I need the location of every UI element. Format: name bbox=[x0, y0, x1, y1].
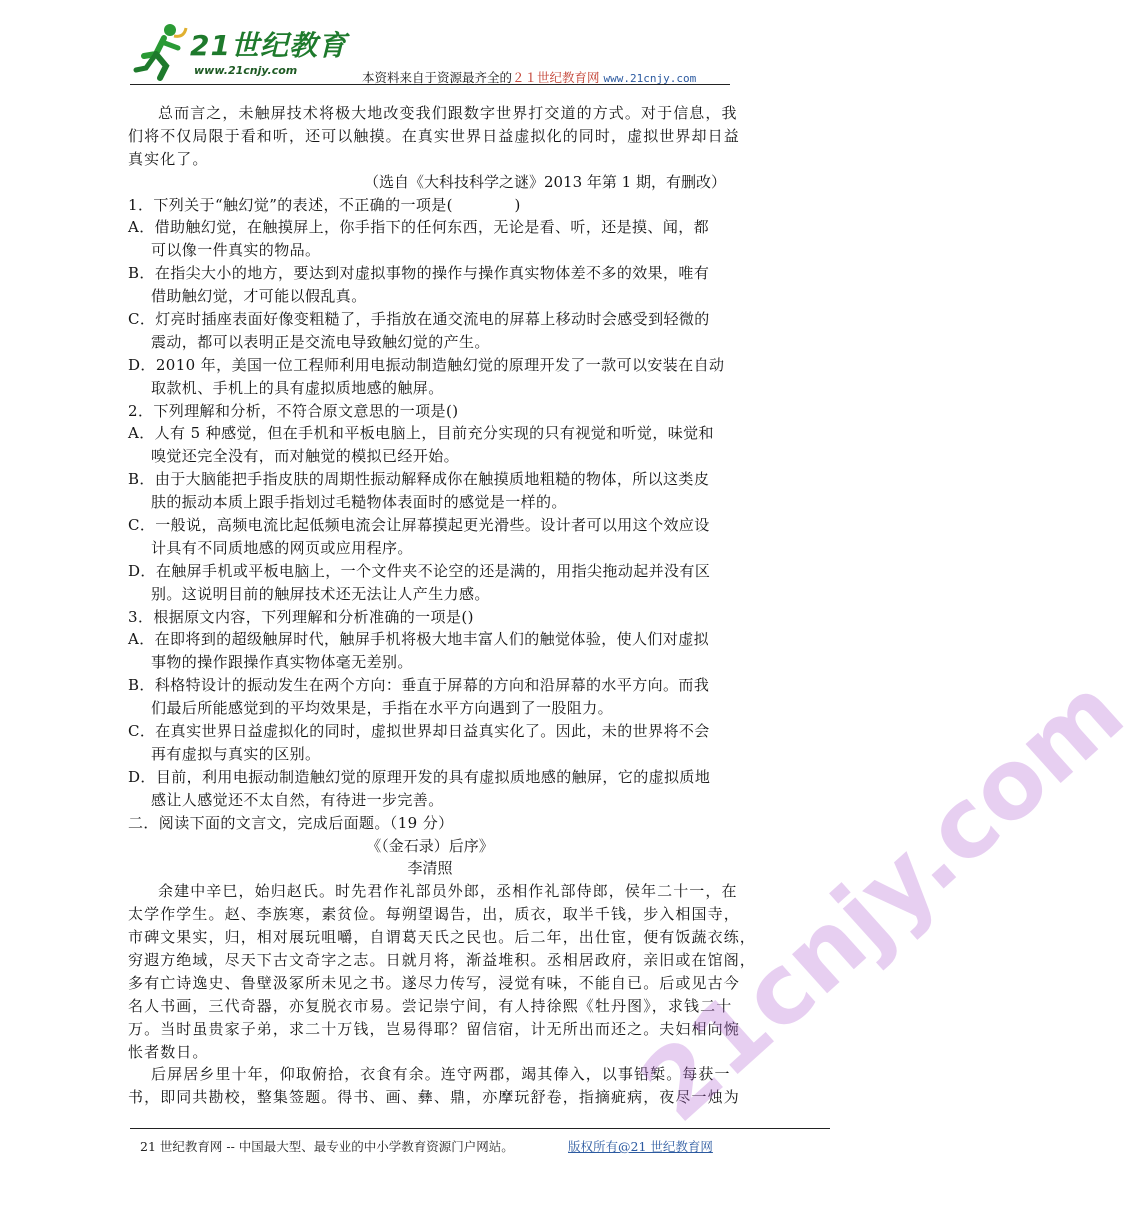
header-divider bbox=[130, 84, 730, 85]
copyright-link[interactable]: 版权所有@21 世纪教育网 bbox=[568, 1139, 713, 1154]
text-line: 书，即同共勘校，整集签题。得书、画、彝、鼎，亦摩玩舒卷，指摘疵病，夜尽一烛为 bbox=[128, 1088, 740, 1107]
option-line: B．科格特设计的振动发生在两个方向：垂直于屏幕的方向和沿屏幕的水平方向。而我 bbox=[128, 676, 710, 695]
text-line: 多有亡诗逸史、鲁壁汲冢所未见之书。遂尽力传写，浸觉有味，不能自已。后或见古今 bbox=[128, 973, 740, 992]
question-stem: 2．下列理解和分析，不符合原文意思的一项是() bbox=[128, 401, 459, 420]
option-line: 可以像一件真实的物品。 bbox=[151, 241, 321, 260]
option-line: 事物的操作跟操作真实物体毫无差别。 bbox=[151, 653, 413, 672]
runner-logo-icon bbox=[134, 22, 188, 82]
passage-title: 《（金石录）后序》 bbox=[366, 836, 494, 855]
option-line: D．目前，利用电振动制造触幻觉的原理开发的具有虚拟质地感的触屏，它的虚拟质地 bbox=[128, 767, 711, 786]
option-line: 嗅觉还完全没有，而对触觉的模拟已经开始。 bbox=[151, 447, 460, 466]
option-line: 再有虚拟与真实的区别。 bbox=[151, 744, 321, 763]
site-watermark: 21cnjy.com bbox=[620, 655, 1144, 1144]
option-line: 感让人感觉还不太自然，有待进一步完善。 bbox=[151, 790, 444, 809]
logo-text: 21世纪教育 bbox=[190, 29, 347, 62]
text-line: 太学作学生。赵、李族寒，素贫俭。每朔望谒告，出，质衣，取半千钱，步入相国寺， bbox=[128, 905, 740, 924]
option-line: A．借助触幻觉，在触摸屏上，你手指下的任何东西，无论是看、听，还是摸、闻，都 bbox=[128, 218, 710, 237]
option-line: 们最后所能感觉到的平均效果是，手指在水平方向遇到了一股阻力。 bbox=[151, 699, 614, 718]
source-citation: （选自《大科技科学之谜》2013 年第 1 期，有删改） bbox=[363, 172, 726, 191]
text-line: 穷遐方绝域，尽天下古文奇字之志。日就月将，渐益堆积。丞相居政府，亲旧或在馆阁， bbox=[128, 950, 756, 969]
option-line: B．由于大脑能把手指皮肤的周期性振动解释成你在触摸质地粗糙的物体，所以这类皮 bbox=[128, 470, 710, 489]
option-line: C．在真实世界日益虚拟化的同时，虚拟世界却日益真实化了。因此，未的世界将不会 bbox=[128, 722, 710, 741]
question-stem: 3．根据原文内容，下列理解和分析准确的一项是() bbox=[128, 607, 474, 626]
option-line: D．在触屏手机或平板电脑上，一个文件夹不论空的还是满的，用指尖拖动起并没有区 bbox=[128, 561, 711, 580]
option-line: A．在即将到的超级触屏时代，触屏手机将极大地丰富人们的触觉体验，使人们对虚拟 bbox=[128, 630, 710, 649]
passage-author: 李清照 bbox=[407, 859, 453, 878]
site-logo[interactable] bbox=[130, 20, 360, 84]
option-line: C．灯亮时插座表面好像变粗糙了，手指放在通交流电的屏幕上移动时会感受到轻微的 bbox=[128, 310, 710, 329]
header-url-link[interactable]: www.21cnjy.com bbox=[603, 72, 697, 85]
option-line: 取款机、手机上的具有虚拟质地感的触屏。 bbox=[151, 378, 444, 397]
text-line: 市碑文果实，归，相对展玩咀嚼，自谓葛天氏之民也。后二年，出仕宦，便有饭蔬衣练， bbox=[128, 928, 756, 947]
option-line: D．2010 年，美国一位工程师利用电振动制造触幻觉的原理开发了一款可以安装在自动 bbox=[128, 355, 725, 374]
option-line: C．一般说，高频电流比起低频电流会让屏幕摸起更光滑些。设计者可以用这个效应设 bbox=[128, 516, 710, 535]
text-line: 怅者数日。 bbox=[128, 1042, 209, 1061]
text-line: 万。当时虽贵家子弟，求二十万钱，岂易得耶？留信宿，计无所出而还之。夫妇相向惋 bbox=[128, 1019, 740, 1038]
question-stem: 1．下列关于“触幻觉”的表述，不正确的一项是( ) bbox=[128, 195, 521, 214]
option-line: 别。这说明目前的触屏技术还无法让人产生力感。 bbox=[151, 584, 490, 603]
option-line: A．人有 5 种感觉，但在手机和平板电脑上，目前充分实现的只有视觉和听觉，味觉和 bbox=[128, 424, 714, 443]
option-line: 借助触幻觉，才可能以假乱真。 bbox=[151, 287, 367, 306]
text-line: 总而言之，未触屏技术将极大地改变我们跟数字世界打交道的方式。对于信息，我 bbox=[158, 104, 738, 122]
option-line: 计具有不同质地感的网页或应用程序。 bbox=[151, 538, 413, 557]
option-line: 震动，都可以表明正是交流电导致触幻觉的产生。 bbox=[151, 332, 490, 351]
article-body bbox=[128, 102, 756, 1109]
logo-url: www.21cnjy.com bbox=[194, 64, 298, 77]
text-line: 名人书画，三代奇器，亦复脱衣市易。尝记崇宁间，有人持徐熙《牡丹图》，求钱二十 bbox=[128, 996, 733, 1015]
text-line: 余建中辛巳，始归赵氏。时先君作礼部员外郎，丞相作礼部侍郎，侯年二十一，在 bbox=[158, 882, 738, 901]
text-line: 们将不仅局限于看和听，还可以触摸。在真实世界日益虚拟化的同时，虚拟世界却日益 bbox=[128, 126, 740, 145]
footer-divider bbox=[130, 1128, 830, 1129]
header-note-prefix: 本资料来自于资源最齐全的 bbox=[362, 70, 513, 85]
header-brand-link[interactable]: ２１世纪教育网 bbox=[512, 70, 600, 85]
page-header bbox=[130, 20, 730, 90]
footer-text: 21 世纪教育网 -- 中国最大型、最专业的中小学教育资源门户网站。 bbox=[140, 1139, 514, 1154]
option-line: B．在指尖大小的地方，要达到对虚拟事物的操作与操作真实物体差不多的效果，唯有 bbox=[128, 264, 710, 283]
text-line: 真实化了。 bbox=[128, 149, 209, 168]
text-line: 后屏居乡里十年，仰取俯拾，衣食有余。连守两郡，竭其俸入，以事铅椠。每获一 bbox=[151, 1065, 731, 1084]
option-line: 肤的振动本质上跟手指划过毛糙物体表面时的感觉是一样的。 bbox=[151, 493, 567, 512]
section-heading: 二．阅读下面的文言文，完成后面题。（19 分） bbox=[128, 813, 454, 832]
